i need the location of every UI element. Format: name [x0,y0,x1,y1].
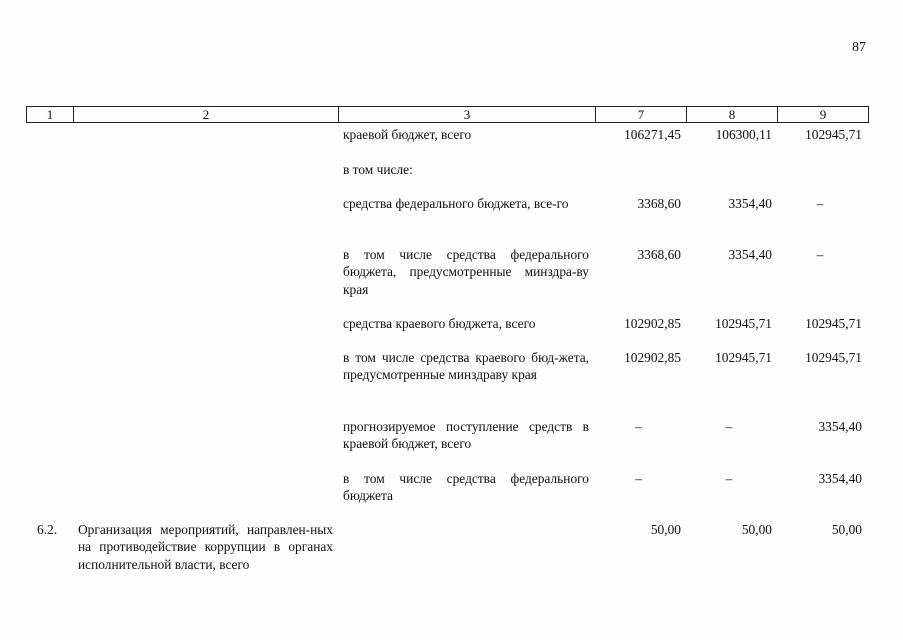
row-value-col9: 102945,71 [805,316,862,331]
row-value-col9: 102945,71 [805,350,862,365]
row-description: в том числе средства федерального бюджета, предусмотренные минздра-ву края [343,247,589,297]
header-col-9: 9 [819,107,827,122]
item-value-col9: 50,00 [831,522,862,537]
item-number: 6.2. [37,522,58,537]
row-value-col7: 102902,85 [624,316,681,331]
item-value-col8: 50,00 [741,522,772,537]
row-description: в том числе: [343,162,413,177]
row-value-col7: 3368,60 [637,247,681,262]
header-col-8: 8 [687,107,778,122]
row-description: прогнозируемое поступление средств в краевой бюджет, всего [343,419,589,452]
row-value-col9: – [816,247,824,262]
row-value-col9: 3354,40 [818,419,862,434]
row-value-col8: 106300,11 [715,127,772,142]
row-value-col7: – [635,419,642,434]
header-col-3: 3 [339,107,596,122]
row-value-col8: 102945,71 [715,316,772,331]
row-value-col9: 102945,71 [805,127,862,142]
row-value-col7: 102902,85 [624,350,681,365]
row-value-col9: 3354,40 [818,471,862,486]
header-col-7: 7 [596,107,687,122]
table-header [26,106,869,123]
row-value-col8: 102945,71 [715,350,772,365]
row-description: средства федерального бюджета, все-го [343,196,569,211]
row-value-col8: – [725,471,733,486]
item-value-col7: 50,00 [650,522,681,537]
row-value-col7: 106271,45 [624,127,681,142]
row-value-col9: – [816,196,824,211]
row-value-col8: 3354,40 [728,196,772,211]
row-description: средства краевого бюджета, всего [343,316,536,331]
item-name: Организация мероприятий, направлен-ных на противодействие коррупции в органах исполнительной власти, всего [78,522,333,572]
row-value-col7: – [635,471,642,486]
page-number: 87 [852,40,866,55]
row-description: в том числе средства федерального бюджета [343,471,589,504]
row-description: в том числе средства краевого бюд-жета, предусмотренные минздраву края [343,350,589,383]
header-col-2: 2 [74,107,339,122]
row-value-col7: 3368,60 [637,196,681,211]
row-value-col8: 3354,40 [728,247,772,262]
row-value-col8: – [725,419,733,434]
header-col-1: 1 [27,107,74,122]
row-description: краевой бюджет, всего [343,127,472,142]
